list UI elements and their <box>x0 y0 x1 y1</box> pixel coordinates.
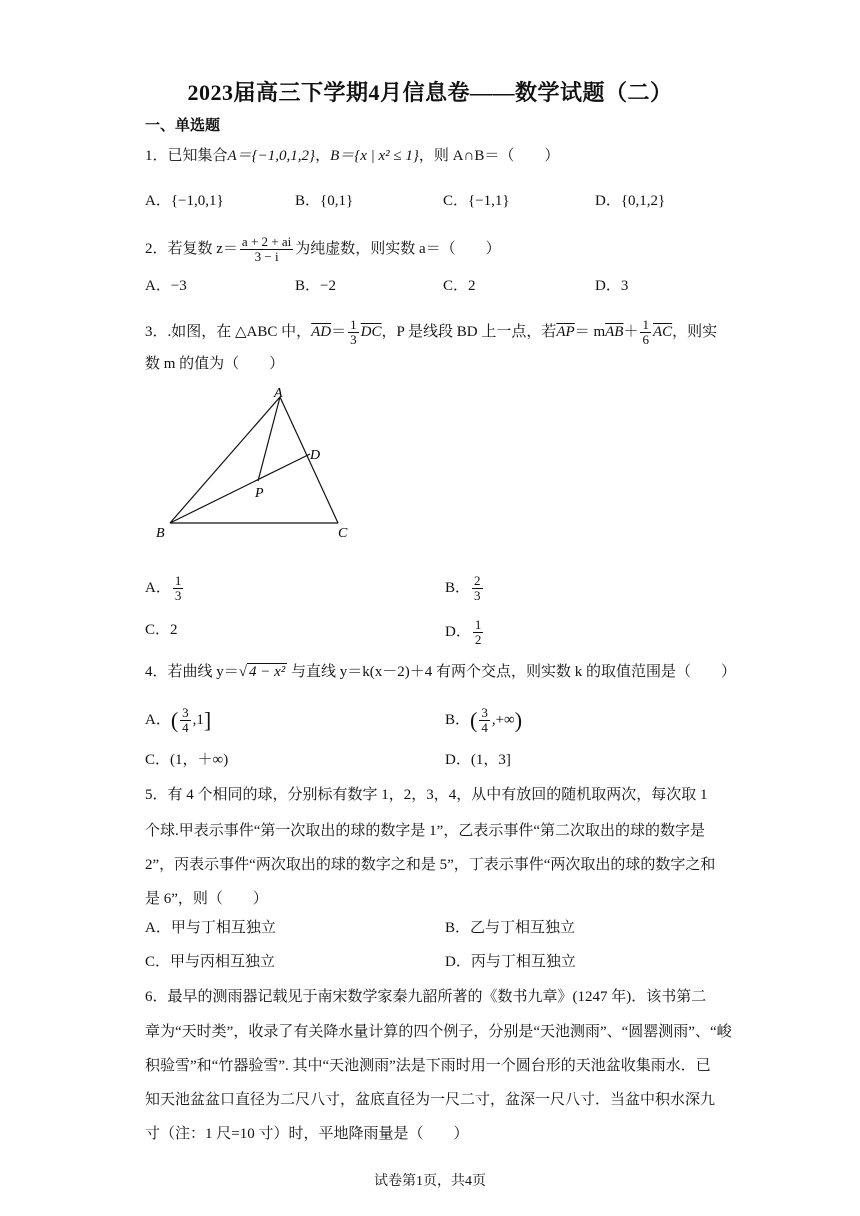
q3-frac2-num: 1 <box>642 317 649 332</box>
q6-line-2: 章为“天时类”，收录了有关降水量计算的四个例子，分别是“天池测雨”、“圆罂测雨”、“峻 <box>145 1024 732 1040</box>
q3-opt-d-num: 1 <box>474 617 482 632</box>
q1-option-a: A．{−1,0,1} <box>145 193 224 209</box>
q2-frac-num: a + 2 + ai <box>241 234 292 249</box>
q3-opt-d-frac <box>473 618 484 647</box>
q4-option-a: A．( $\frac{3}{4}$ ,1] <box>145 705 212 735</box>
q5-line-1: 5．有 4 个相同的球，分别标有数字 1，2，3，4，从中有放回的随机取两次，每次取 1 <box>145 787 708 803</box>
q2-option-c: C．2 <box>443 278 476 294</box>
q2-option-a: A．−3 <box>145 278 187 294</box>
q1-option-c: C．{−1,1} <box>443 193 510 209</box>
q1-option-b: B．{0,1} <box>295 193 354 209</box>
q3-opt-a-den: 3 <box>174 588 182 603</box>
q3-option-d <box>445 618 485 647</box>
q3-eq1: ＝ <box>331 323 347 340</box>
q1-stem-a: 1．已知集合 <box>145 148 228 164</box>
q3-frac1-num: 1 <box>350 317 357 332</box>
triangle-figure <box>150 385 360 545</box>
q3-opt-b-den: 3 <box>474 588 481 603</box>
section-heading: 一、单选题 <box>145 118 221 134</box>
q4-opt-a-den: 4 <box>182 720 189 735</box>
q4-opt-b-label: B． <box>445 711 471 728</box>
q4-stem-b: 与直线 y＝k(x－2)＋4 有两个交点，则实数 k 的取值范围是（ ） <box>291 664 737 680</box>
q6-line-1: 6．最早的测雨器记载见于南宋数学家秦九韶所著的《数书九章》(1247 年)．该书第二 <box>145 989 707 1005</box>
q2-stem-a: 2．若复数 z＝ <box>145 240 238 257</box>
q3-opt-b-frac <box>472 574 483 603</box>
q4-option-b: B．( $\frac{3}{4}$ ,+∞) <box>445 705 523 735</box>
q4-stem-a: 4．若曲线 y＝ <box>145 664 239 680</box>
q6-line-5: 寸（注：1 尺=10 寸）时，平地降雨量是（ ） <box>145 1126 469 1142</box>
q4-opt-a-rest: ,1 <box>192 711 204 728</box>
vertex-label-b: B <box>156 526 165 541</box>
q3-frac2-den: 6 <box>642 332 649 347</box>
q1-sep: ， <box>315 148 331 164</box>
edge-ac <box>280 397 338 523</box>
q4-opt-b-frac <box>479 706 490 735</box>
q3-option-c: C．2 <box>145 622 178 638</box>
question-3-stem <box>145 318 717 347</box>
q3-opt-a-num: 1 <box>174 573 182 588</box>
q5-line-2: 个球.甲表示事件“第一次取出的球的数字是 1”，乙表示事件“第二次取出的球的数字是 <box>145 823 705 839</box>
q4-opt-a-num: 3 <box>182 705 189 720</box>
point-label-p: P <box>255 486 264 501</box>
question-1-stem <box>145 146 559 166</box>
question-4-stem: 4．若曲线 y＝√ 4 − x² 与直线 y＝k(x－2)＋4 有两个交点，则实数 k 的取值范围是（ ） <box>145 664 737 680</box>
q6-line-4: 知天池盆盆口直径为二尺八寸，盆底直径为一尺二寸，盆深一尺八寸．当盆中积水深九 <box>145 1092 716 1108</box>
q2-option-b: B．−2 <box>295 278 336 294</box>
q5-option-b: B．乙与丁相互独立 <box>445 920 576 936</box>
q3-opt-b-num: 2 <box>474 573 481 588</box>
q1-option-d: D．{0,1,2} <box>595 193 666 209</box>
q5-option-c: C．甲与丙相互独立 <box>145 954 276 970</box>
q1-set-a: A＝{−1,0,1,2} <box>227 148 316 164</box>
q2-frac-den: 3 − i <box>254 249 279 264</box>
q3-vec-ad: $\overline{AD}$ <box>311 323 332 340</box>
q3-vec-ap: $\overline{AP}$ <box>556 323 575 340</box>
q3-vec-ab: $\overline{AB}$ <box>605 323 624 340</box>
vertex-label-a: A <box>274 386 283 401</box>
segment-bd <box>170 454 310 523</box>
q1-stem-b: ，则 A∩B＝（ ） <box>418 148 560 164</box>
q3-vec-dc: $\overline{DC}$ <box>360 323 382 340</box>
q3-option-b <box>445 574 485 603</box>
q3-stem-b: ，P 是线段 BD 上一点，若 <box>381 323 557 340</box>
q3-opt-d-label: D． <box>445 623 471 640</box>
q4-opt-b-den: 4 <box>481 720 488 735</box>
q3-frac1-den: 3 <box>350 332 357 347</box>
q4-opt-b-rest: ,+∞ <box>491 711 515 728</box>
q5-option-a: A．甲与丁相互独立 <box>145 920 276 936</box>
q5-option-d: D．丙与丁相互独立 <box>445 954 576 970</box>
page-title: 2023届高三下学期4月信息卷——数学试题（二） <box>187 80 673 105</box>
q2-stem-b: 为纯虚数，则实数 a＝（ ） <box>295 240 501 257</box>
q3-eq2: ＝ m <box>574 323 606 340</box>
question-2-stem <box>145 235 501 264</box>
q3-opt-a-label: A． <box>145 579 171 596</box>
q5-line-4: 是 6”，则（ ） <box>145 891 268 907</box>
q3-stem-c: ，则实 <box>672 323 718 340</box>
q3-frac-2 <box>640 318 651 347</box>
q4-opt-a-label: A． <box>145 711 171 728</box>
q1-set-b: B＝{x | x² ≤ 1} <box>330 148 419 164</box>
q4-opt-b-num: 3 <box>481 705 488 720</box>
q3-vec-ac: $\overline{AC}$ <box>652 323 673 340</box>
q3-opt-a-frac <box>173 574 184 603</box>
q3-plus: ＋ <box>623 323 639 340</box>
q3-stem-a: 3．.如图，在 △ABC 中， <box>145 323 312 340</box>
q4-option-d: D．(1，3] <box>445 752 511 768</box>
point-label-d: D <box>310 448 321 463</box>
q4-option-c: C．(1，＋∞) <box>145 752 229 768</box>
q3-frac-1 <box>348 318 359 347</box>
q4-opt-a-frac <box>180 706 191 735</box>
q3-opt-d-den: 2 <box>474 632 482 647</box>
q6-line-3: 积验雪”和“竹器验雪”. 其中“天池测雨”法是下雨时用一个圆台形的天池盆收集雨水．已 <box>145 1058 711 1074</box>
q5-line-3: 2”，丙表示事件“两次取出的球的数字之和是 5”，丁表示事件“两次取出的球的数字之和 <box>145 857 716 873</box>
q3-option-a <box>145 574 185 603</box>
q2-option-d: D．3 <box>595 278 629 294</box>
page-footer: 试卷第1页，共4页 <box>374 1174 486 1189</box>
q4-sqrt: 4 − x² <box>249 664 286 680</box>
vertex-label-c: C <box>338 526 348 541</box>
q3-stem-line-2: 数 m 的值为（ ） <box>145 356 285 372</box>
q2-fraction <box>240 235 293 264</box>
q3-opt-b-label: B． <box>445 579 471 596</box>
